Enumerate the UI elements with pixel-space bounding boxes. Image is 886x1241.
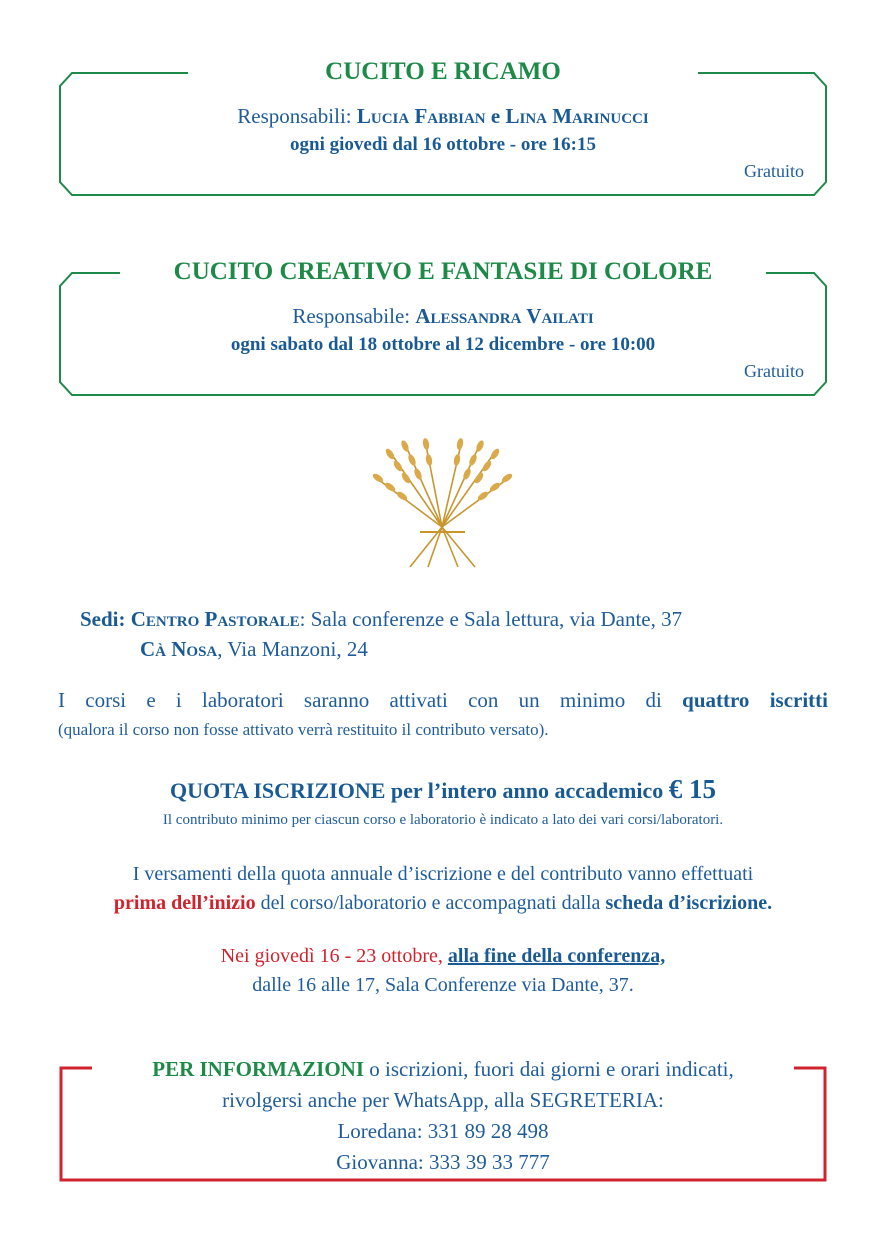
payment-line (0, 889, 886, 918)
course-price: Gratuito (744, 361, 804, 381)
location-name: Cà Nosa (140, 637, 218, 661)
activation-minimum: quattro iscritti (682, 688, 828, 712)
activation-note: (qualora il corso non fosse attivato verrà restituito il contributo versato). (58, 720, 549, 739)
quota-label: QUOTA ISCRIZIONE (170, 778, 386, 803)
registration-dates (0, 942, 886, 1000)
course-box-cucito-ricamo (58, 58, 828, 198)
responsible-label: Responsabili: (237, 104, 352, 128)
payment-condition: del corso/laboratorio e accompagnati dalla (260, 892, 601, 914)
contact-phone: Loredana: 331 89 28 498 (337, 1119, 549, 1143)
payment-form: scheda d’iscrizione. (605, 892, 773, 914)
dates-time: alla fine della conferenza, (447, 945, 666, 967)
responsible-name: Alessandra Vailati (415, 304, 594, 328)
contact-phone: Giovanna: 333 39 33 777 (336, 1150, 550, 1174)
location-address: : Sala conferenze e Sala lettura, via Dante, 37 (299, 607, 683, 631)
course-schedule: ogni giovedì dal 16 ottobre - ore 16:15 (290, 134, 596, 155)
info-subtext: o iscrizioni, fuori dai giorni e orari indicati, (369, 1057, 734, 1081)
responsible-name: Lina Marinucci (505, 104, 649, 128)
quota-line (0, 774, 886, 805)
responsible-joiner: e (490, 104, 501, 128)
course-responsible (58, 304, 828, 329)
locations-label: Sedi: (80, 607, 126, 631)
dates-days: Nei giovedì 16 - 23 ottobre, (220, 945, 443, 967)
payment-text (0, 860, 886, 918)
location-primary (80, 604, 682, 634)
quota-note: Il contributo minimo per ciascun corso e laboratorio è indicato a lato dei vari corsi/laboratori. (162, 812, 724, 828)
course-price: Gratuito (744, 161, 804, 181)
course-schedule: ogni sabato dal 18 ottobre al 12 dicembre - ore 10:00 (230, 334, 656, 355)
info-text (58, 1054, 828, 1178)
responsible-label: Responsabile: (292, 304, 411, 328)
locations (80, 604, 682, 664)
payment-deadline: prima dell’inizio (113, 892, 256, 914)
quota-amount: € 15 (668, 774, 716, 804)
course-title: CUCITO E RICAMO (325, 58, 561, 85)
course-title: CUCITO CREATIVO E FANTASIE DI COLORE (173, 258, 713, 285)
payment-line: I versamenti della quota annuale d’iscrizione e del contributo vanno effettuati (132, 863, 754, 885)
info-box (58, 1050, 828, 1185)
wheat-sheaf-icon (350, 432, 535, 572)
info-heading: PER INFORMAZIONI (152, 1057, 365, 1081)
location-secondary (80, 634, 682, 664)
responsible-name: Lucia Fabbian (356, 104, 486, 128)
course-responsible (58, 104, 828, 129)
location-address: , Via Manzoni, 24 (217, 637, 368, 661)
activation-text (58, 688, 828, 713)
course-box-cucito-creativo (58, 258, 828, 398)
quota-description: per l’intero anno accademico (390, 778, 664, 803)
dates-line (0, 942, 886, 971)
activation-main: I corsi e i laboratori saranno attivati con un minimo di (58, 688, 662, 712)
location-name: Centro Pastorale (130, 607, 300, 631)
info-line (58, 1054, 828, 1085)
dates-place: dalle 16 alle 17, Sala Conferenze via Dante, 37. (252, 974, 634, 996)
info-line: rivolgersi anche per WhatsApp, alla SEGRETERIA: (222, 1088, 664, 1112)
